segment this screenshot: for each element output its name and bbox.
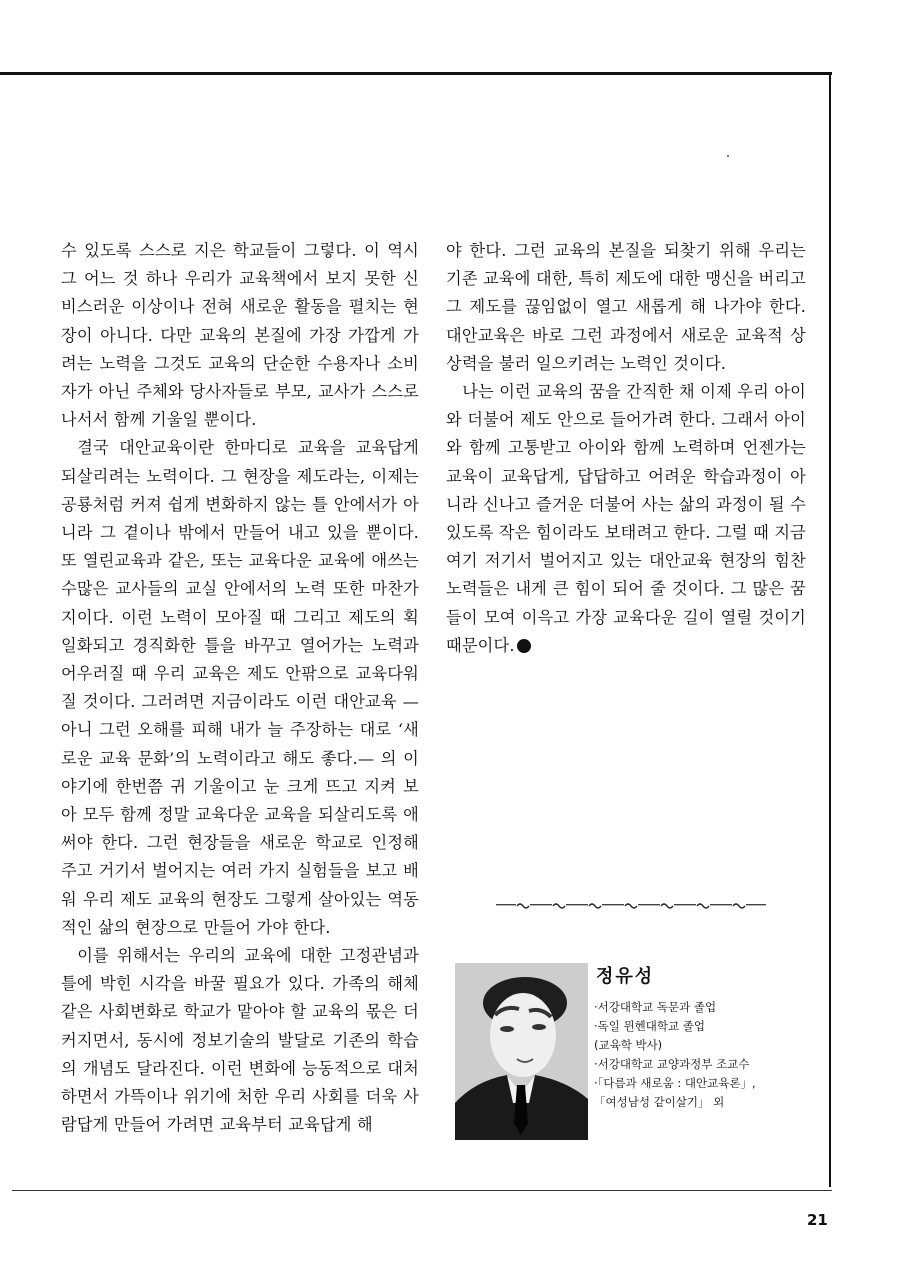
top-rule [0, 72, 832, 75]
author-photo [455, 963, 588, 1140]
end-of-article-icon [517, 639, 531, 653]
print-speck [727, 155, 729, 157]
bio-item: 「여성남성 같이살기」 외 [594, 1095, 725, 1109]
article-left-column [61, 237, 419, 1140]
author-bio [594, 962, 824, 1112]
bio-item: ·「다름과 새로움 : 대안교육론」, [594, 1076, 756, 1090]
author-portrait [455, 963, 588, 1140]
page-number: 21 [807, 1211, 828, 1229]
author-credentials [594, 998, 824, 1112]
bottom-rule [12, 1190, 832, 1191]
paragraph: 이를 위해서는 우리의 교육에 대한 고정관념과 틀에 박힌 시각을 바꿀 필요가 있다. 가족의 해체 같은 사회변화로 학교가 맡아야 할 교육의 몫은 더 커지면서, 동시에 정보기술의 발달로 기존의 학습의 개념도 달라진다. 이런 변화에 능동적으로 대처하면서 가뜩이나 위기에 처한 우리 사회를 더욱 사람답게 만들어 가려면 교육부터 교육답게 해 [61, 946, 419, 1135]
article-right-column [446, 237, 806, 660]
bio-item: ·서강대학교 독문과 졸업 [594, 1000, 717, 1014]
ornamental-divider [496, 901, 779, 909]
paragraph-final [446, 378, 806, 660]
paragraph: 결국 대안교육이란 한마디로 교육을 교육답게 되살리려는 노력이다. 그 현장을 제도라는, 이제는 공룡처럼 커져 쉽게 변화하지 않는 틀 안에서가 아니라 그 곁이나 밖에서 만들어 내고 있을 뿐이다. 또 열린교육과 같은, 또는 교육다운 교육에 애쓰는 수많은 교사들의 교실 안에서의 노력 또한 마찬가지이다. 이런 노력이 모아질 때 그리고 제도의 획일화되고 경직화한 틀을 바꾸고 열어가는 노력과 어우러질 때 우리 교육은 제도 안팎으로 교육다워질 것이다. 그러려면 지금이라도 이런 대안교육 —아니 그런 오해를 피해 내가 늘 주장하는 대로 ‘새로운 교육 문화’의 노력이라고 해도 좋다.— 의 이야기에 한번쯤 귀 기울이고 눈 크게 뜨고 지켜 보아 모두 함께 정말 교육다운 교육을 되살리도록 애써야 한다. 그런 현장들을 새로운 학교로 인정해 주고 거기서 벌어지는 여러 가지 실험들을 보고 배워 우리 제도 교육의 현장도 그렇게 살아있는 역동적인 삶의 현장으로 만들어 가야 한다. [61, 438, 419, 937]
bio-item: ·독일 뮌헨대학교 졸업 [594, 1019, 705, 1033]
right-rule [829, 72, 831, 1187]
bio-item: (교육학 박사) [594, 1038, 663, 1052]
paragraph: 수 있도록 스스로 지은 학교들이 그렇다. 이 역시 그 어느 것 하나 우리가 교육책에서 보지 못한 신비스러운 이상이나 전혀 새로운 활동을 펼치는 현장이 아니다. 다만 교육의 본질에 가장 가깝게 가려는 노력을 그것도 교육의 단순한 수용자나 소비자가 아닌 주체와 당사자들로 부모, 교사가 스스로 나서서 함께 기울일 뿐이다. [61, 241, 419, 430]
paragraph-text: 나는 이런 교육의 꿈을 간직한 채 이제 우리 아이와 더불어 제도 안으로 들어가려 한다. 그래서 아이와 함께 고통받고 아이와 함께 노력하며 언젠가는 교육이 교육답게, 답답하고 어려운 학습과정이 아니라 신나고 즐거운 더불어 사는 삶의 과정이 될 수 있도록 작은 힘이라도 보태려고 한다. 그럴 때 지금 여기 저기서 벌어지고 있는 대안교육 현장의 힘찬 노력들은 내게 큰 힘이 되어 줄 것이다. 그 많은 꿈들이 모여 이윽고 가장 교육다운 길이 열릴 것이기 때문이다. [446, 382, 806, 655]
author-name: 정유성 [596, 966, 655, 987]
paragraph: 야 한다. 그런 교육의 본질을 되찾기 위해 우리는 기존 교육에 대한, 특히 제도에 대한 맹신을 버리고 그 제도를 끊임없이 열고 새롭게 해 나가야 한다. 대안교육은 바로 그런 과정에서 새로운 교육적 상상력을 불러 일으키려는 노력인 것이다. [446, 241, 806, 373]
bio-item: ·서강대학교 교양과정부 조교수 [594, 1057, 750, 1071]
